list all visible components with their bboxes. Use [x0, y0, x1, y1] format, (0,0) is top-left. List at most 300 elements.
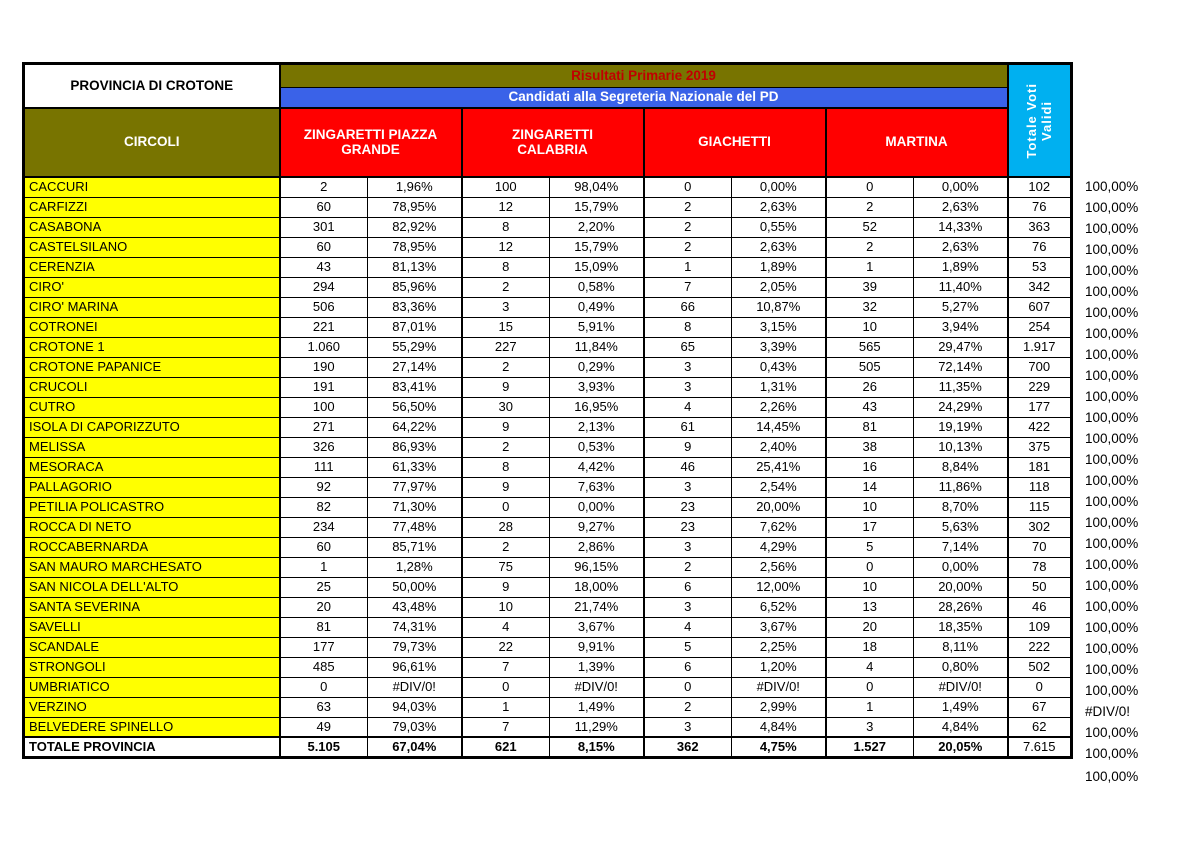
percent-cell: 15,09% — [550, 257, 644, 277]
valid-percent-value: 100,00% — [1085, 536, 1139, 551]
votes-cell: 3 — [644, 717, 732, 737]
valid-percent-value: 100,00% — [1085, 683, 1139, 698]
valid-percent-value: 100,00% — [1085, 662, 1139, 677]
votes-cell: 190 — [280, 357, 368, 377]
circolo-name-cell: CASABONA — [24, 217, 280, 237]
votes-cell: 52 — [826, 217, 914, 237]
percent-cell: 0,58% — [550, 277, 644, 297]
total-row — [24, 737, 1072, 757]
circolo-name-cell: COTRONEI — [24, 317, 280, 337]
percent-cell: 4,84% — [914, 717, 1008, 737]
percent-cell: 0,00% — [914, 557, 1008, 577]
votes-cell: 3 — [644, 477, 732, 497]
total-valid-votes-cell: 375 — [1008, 437, 1072, 457]
total-valid-votes-cell: 363 — [1008, 217, 1072, 237]
total-valid-votes-cell: 302 — [1008, 517, 1072, 537]
votes-cell: 5.105 — [280, 737, 368, 757]
percent-cell: 3,67% — [732, 617, 826, 637]
votes-cell: 13 — [826, 597, 914, 617]
total-valid-votes-cell: 76 — [1008, 237, 1072, 257]
percent-cell: 14,45% — [732, 417, 826, 437]
table-row — [24, 717, 1072, 737]
results-table — [22, 62, 1073, 759]
votes-cell: 12 — [462, 237, 550, 257]
percent-cell: 3,39% — [732, 337, 826, 357]
votes-cell: 2 — [462, 437, 550, 457]
votes-cell: 60 — [280, 197, 368, 217]
circolo-name-cell: MELISSA — [24, 437, 280, 457]
percent-cell: 7,14% — [914, 537, 1008, 557]
percent-cell: 18,35% — [914, 617, 1008, 637]
table-row — [24, 597, 1072, 617]
percent-cell: 11,84% — [550, 337, 644, 357]
votes-cell: 14 — [826, 477, 914, 497]
votes-cell: 294 — [280, 277, 368, 297]
votes-cell: 7 — [462, 657, 550, 677]
votes-cell: 17 — [826, 517, 914, 537]
percent-cell: 6,52% — [732, 597, 826, 617]
votes-cell: 5 — [644, 637, 732, 657]
votes-cell: 8 — [462, 457, 550, 477]
total-valid-votes-cell: 109 — [1008, 617, 1072, 637]
votes-cell: 22 — [462, 637, 550, 657]
circolo-name-cell: CASTELSILANO — [24, 237, 280, 257]
votes-cell: 0 — [644, 677, 732, 697]
votes-cell: 10 — [462, 597, 550, 617]
votes-cell: 111 — [280, 457, 368, 477]
votes-cell: 506 — [280, 297, 368, 317]
table-row — [24, 417, 1072, 437]
table-row — [24, 537, 1072, 557]
percent-cell: 61,33% — [368, 457, 462, 477]
percent-cell: 67,04% — [368, 737, 462, 757]
percent-cell: 2,56% — [732, 557, 826, 577]
percent-cell: 0,00% — [914, 177, 1008, 197]
percent-cell: 21,74% — [550, 597, 644, 617]
votes-cell: 0 — [826, 557, 914, 577]
votes-cell: 3 — [462, 297, 550, 317]
votes-cell: 4 — [462, 617, 550, 637]
percent-cell: 14,33% — [914, 217, 1008, 237]
table-row — [24, 337, 1072, 357]
percent-cell: 79,73% — [368, 637, 462, 657]
percent-cell: 94,03% — [368, 697, 462, 717]
percent-cell: 20,00% — [732, 497, 826, 517]
votes-cell: 28 — [462, 517, 550, 537]
percent-cell: 1,39% — [550, 657, 644, 677]
votes-cell: 46 — [644, 457, 732, 477]
percent-cell: 18,00% — [550, 577, 644, 597]
votes-cell: 1 — [826, 257, 914, 277]
votes-cell: 10 — [826, 577, 914, 597]
table-row — [24, 557, 1072, 577]
valid-percent-value: 100,00% — [1085, 368, 1139, 383]
votes-cell: 49 — [280, 717, 368, 737]
candidate-header-zingaretti-calabria: ZINGARETTI CALABRIA — [462, 108, 644, 177]
percent-cell: 85,96% — [368, 277, 462, 297]
circolo-name-cell: CRUCOLI — [24, 377, 280, 397]
valid-percent-value: 100,00% — [1085, 641, 1139, 656]
votes-cell: 2 — [644, 697, 732, 717]
percent-cell: 10,13% — [914, 437, 1008, 457]
votes-cell: 0 — [462, 677, 550, 697]
votes-cell: 485 — [280, 657, 368, 677]
valid-percent-value: 100,00% — [1085, 347, 1139, 362]
votes-cell: 565 — [826, 337, 914, 357]
votes-cell: 2 — [462, 537, 550, 557]
circolo-name-cell: BELVEDERE SPINELLO — [24, 717, 280, 737]
total-valid-percentage-column — [1085, 176, 1155, 787]
votes-cell: 43 — [280, 257, 368, 277]
votes-cell: 92 — [280, 477, 368, 497]
circolo-name-cell: CUTRO — [24, 397, 280, 417]
subtitle-cell: Candidati alla Segreteria Nazionale del PD — [280, 88, 1008, 109]
percent-cell: 2,13% — [550, 417, 644, 437]
valid-percent-value: 100,00% — [1085, 326, 1139, 341]
votes-cell: 61 — [644, 417, 732, 437]
percent-cell: 71,30% — [368, 497, 462, 517]
percent-cell: 0,43% — [732, 357, 826, 377]
circolo-name-cell: UMBRIATICO — [24, 677, 280, 697]
table-row — [24, 277, 1072, 297]
votes-cell: 7 — [462, 717, 550, 737]
percent-cell: 8,11% — [914, 637, 1008, 657]
table-row — [24, 317, 1072, 337]
percent-cell: 2,99% — [732, 697, 826, 717]
percent-cell: 2,54% — [732, 477, 826, 497]
votes-cell: 2 — [826, 197, 914, 217]
valid-percent-value: 100,00% — [1085, 389, 1139, 404]
votes-cell: 32 — [826, 297, 914, 317]
table-row — [24, 297, 1072, 317]
votes-cell: 191 — [280, 377, 368, 397]
percent-cell: 64,22% — [368, 417, 462, 437]
votes-cell: 271 — [280, 417, 368, 437]
total-valid-label-line2: Validi — [1038, 100, 1054, 141]
table-row — [24, 677, 1072, 697]
valid-percent-value: 100,00% — [1085, 599, 1139, 614]
circolo-name-cell: CIRO' MARINA — [24, 297, 280, 317]
percent-cell: 2,63% — [914, 197, 1008, 217]
percent-cell: 56,50% — [368, 397, 462, 417]
percent-cell: 79,03% — [368, 717, 462, 737]
percent-cell: 2,86% — [550, 537, 644, 557]
percent-cell: 81,13% — [368, 257, 462, 277]
votes-cell: 8 — [644, 317, 732, 337]
votes-cell: 4 — [644, 617, 732, 637]
circolo-name-cell: SAN NICOLA DELL'ALTO — [24, 577, 280, 597]
votes-cell: 3 — [644, 597, 732, 617]
percent-cell: 5,91% — [550, 317, 644, 337]
percent-cell: 1,49% — [550, 697, 644, 717]
table-row — [24, 697, 1072, 717]
circolo-name-cell: ISOLA DI CAPORIZZUTO — [24, 417, 280, 437]
candidate-header-martina: MARTINA — [826, 108, 1008, 177]
percent-cell: 2,40% — [732, 437, 826, 457]
votes-cell: 0 — [644, 177, 732, 197]
circoli-header-cell: CIRCOLI — [24, 108, 280, 177]
votes-cell: 1 — [462, 697, 550, 717]
circolo-name-cell: SANTA SEVERINA — [24, 597, 280, 617]
percent-cell: 77,48% — [368, 517, 462, 537]
votes-cell: 8 — [462, 257, 550, 277]
table-row — [24, 237, 1072, 257]
votes-cell: 326 — [280, 437, 368, 457]
circolo-name-cell: MESORACA — [24, 457, 280, 477]
votes-cell: 1.527 — [826, 737, 914, 757]
percent-cell: 50,00% — [368, 577, 462, 597]
votes-cell: 81 — [280, 617, 368, 637]
percent-cell: 1,31% — [732, 377, 826, 397]
valid-percent-value: 100,00% — [1085, 305, 1139, 320]
total-valid-votes-cell: 115 — [1008, 497, 1072, 517]
valid-percent-value: 100,00% — [1085, 725, 1139, 740]
votes-cell: 362 — [644, 737, 732, 757]
votes-cell: 0 — [826, 177, 914, 197]
table-row — [24, 497, 1072, 517]
votes-cell: 4 — [826, 657, 914, 677]
table-row — [24, 477, 1072, 497]
table-row — [24, 377, 1072, 397]
valid-percent-value: 100,00% — [1085, 473, 1139, 488]
total-valid-votes-cell: 118 — [1008, 477, 1072, 497]
percent-cell: 4,29% — [732, 537, 826, 557]
total-valid-votes-cell: 700 — [1008, 357, 1072, 377]
total-valid-votes-cell: 53 — [1008, 257, 1072, 277]
percent-cell: 1,96% — [368, 177, 462, 197]
percent-cell: #DIV/0! — [368, 677, 462, 697]
circolo-name-cell: SAN MAURO MARCHESATO — [24, 557, 280, 577]
total-valid-votes-cell: 70 — [1008, 537, 1072, 557]
table-row — [24, 437, 1072, 457]
percent-cell: 25,41% — [732, 457, 826, 477]
votes-cell: 0 — [462, 497, 550, 517]
percent-cell: 96,61% — [368, 657, 462, 677]
votes-cell: 26 — [826, 377, 914, 397]
percent-cell: 98,04% — [550, 177, 644, 197]
circolo-name-cell: CARFIZZI — [24, 197, 280, 217]
percent-cell: 83,36% — [368, 297, 462, 317]
votes-cell: 66 — [644, 297, 732, 317]
percent-cell: 0,49% — [550, 297, 644, 317]
table-row — [24, 197, 1072, 217]
circolo-name-cell: CERENZIA — [24, 257, 280, 277]
votes-cell: 505 — [826, 357, 914, 377]
votes-cell: 20 — [280, 597, 368, 617]
votes-cell: 2 — [826, 237, 914, 257]
total-valid-votes-cell: 50 — [1008, 577, 1072, 597]
percent-cell: 0,53% — [550, 437, 644, 457]
table-row — [24, 217, 1072, 237]
votes-cell: 301 — [280, 217, 368, 237]
valid-percent-value: 100,00% — [1085, 515, 1139, 530]
percent-cell: 0,00% — [550, 497, 644, 517]
votes-cell: 81 — [826, 417, 914, 437]
total-valid-votes-cell: 342 — [1008, 277, 1072, 297]
percent-cell: 78,95% — [368, 197, 462, 217]
votes-cell: 1 — [280, 557, 368, 577]
circolo-name-cell: SAVELLI — [24, 617, 280, 637]
votes-cell: 2 — [280, 177, 368, 197]
vertical-label — [1011, 83, 1069, 159]
votes-cell: 9 — [462, 577, 550, 597]
percent-cell: 11,35% — [914, 377, 1008, 397]
percent-cell: 11,29% — [550, 717, 644, 737]
candidate-header-zingaretti-piazza-grande: ZINGARETTI PIAZZA GRANDE — [280, 108, 462, 177]
candidate-header-giachetti: GIACHETTI — [644, 108, 826, 177]
votes-cell: 18 — [826, 637, 914, 657]
votes-cell: 12 — [462, 197, 550, 217]
percent-cell: 10,87% — [732, 297, 826, 317]
votes-cell: 2 — [644, 237, 732, 257]
percent-cell: 8,15% — [550, 737, 644, 757]
percent-cell: 19,19% — [914, 417, 1008, 437]
percent-cell: 11,86% — [914, 477, 1008, 497]
votes-cell: 177 — [280, 637, 368, 657]
votes-cell: 6 — [644, 657, 732, 677]
percent-cell: 77,97% — [368, 477, 462, 497]
total-valid-votes-cell: 67 — [1008, 697, 1072, 717]
total-valid-votes-cell: 1.917 — [1008, 337, 1072, 357]
total-label-cell: TOTALE PROVINCIA — [24, 737, 280, 757]
percent-cell: 15,79% — [550, 237, 644, 257]
valid-percent-value: 100,00% — [1085, 494, 1139, 509]
province-header-cell: PROVINCIA DI CROTONE — [24, 64, 280, 109]
total-valid-votes-cell: 177 — [1008, 397, 1072, 417]
total-valid-votes-cell: 254 — [1008, 317, 1072, 337]
table-row — [24, 517, 1072, 537]
votes-cell: 63 — [280, 697, 368, 717]
circolo-name-cell: ROCCABERNARDA — [24, 537, 280, 557]
percent-cell: 2,63% — [914, 237, 1008, 257]
circolo-name-cell: CROTONE 1 — [24, 337, 280, 357]
valid-percent-total-value: 100,00% — [1085, 769, 1139, 784]
percent-cell: 1,28% — [368, 557, 462, 577]
votes-cell: 0 — [280, 677, 368, 697]
table-row — [24, 637, 1072, 657]
percent-cell: 28,26% — [914, 597, 1008, 617]
circolo-name-cell: PETILIA POLICASTRO — [24, 497, 280, 517]
total-valid-votes-cell: 0 — [1008, 677, 1072, 697]
votes-cell: 10 — [826, 317, 914, 337]
votes-cell: 43 — [826, 397, 914, 417]
valid-percent-value: #DIV/0! — [1085, 704, 1131, 719]
percent-cell: #DIV/0! — [550, 677, 644, 697]
votes-cell: 30 — [462, 397, 550, 417]
votes-cell: 4 — [644, 397, 732, 417]
percent-cell: 74,31% — [368, 617, 462, 637]
votes-cell: 20 — [826, 617, 914, 637]
valid-percent-value: 100,00% — [1085, 284, 1139, 299]
votes-cell: 2 — [644, 217, 732, 237]
percent-cell: 9,91% — [550, 637, 644, 657]
circolo-name-cell: STRONGOLI — [24, 657, 280, 677]
table-row — [24, 457, 1072, 477]
total-valid-votes-cell: 422 — [1008, 417, 1072, 437]
table-row — [24, 577, 1072, 597]
percent-cell: 78,95% — [368, 237, 462, 257]
percent-cell: 29,47% — [914, 337, 1008, 357]
percent-cell: 0,00% — [732, 177, 826, 197]
percent-cell: 9,27% — [550, 517, 644, 537]
votes-cell: 3 — [644, 537, 732, 557]
valid-percent-value: 100,00% — [1085, 578, 1139, 593]
percent-cell: 2,05% — [732, 277, 826, 297]
percent-cell: 87,01% — [368, 317, 462, 337]
table-row — [24, 357, 1072, 377]
votes-cell: 9 — [462, 477, 550, 497]
percent-cell: 2,26% — [732, 397, 826, 417]
votes-cell: 2 — [644, 557, 732, 577]
votes-cell: 234 — [280, 517, 368, 537]
percent-cell: 16,95% — [550, 397, 644, 417]
table-row — [24, 657, 1072, 677]
valid-percent-value: 100,00% — [1085, 620, 1139, 635]
votes-cell: 23 — [644, 497, 732, 517]
percent-cell: 2,25% — [732, 637, 826, 657]
votes-cell: 221 — [280, 317, 368, 337]
votes-cell: 9 — [644, 437, 732, 457]
valid-percent-value: 100,00% — [1085, 746, 1139, 761]
votes-cell: 23 — [644, 517, 732, 537]
percent-cell: 7,63% — [550, 477, 644, 497]
percent-cell: 12,00% — [732, 577, 826, 597]
percent-cell: 3,67% — [550, 617, 644, 637]
percent-cell: 27,14% — [368, 357, 462, 377]
percent-cell: 7,62% — [732, 517, 826, 537]
total-valid-votes-cell: 62 — [1008, 717, 1072, 737]
candidates-header-row — [24, 108, 1072, 177]
percent-cell: 11,40% — [914, 277, 1008, 297]
votes-cell: 0 — [826, 677, 914, 697]
valid-percent-value: 100,00% — [1085, 242, 1139, 257]
votes-cell: 100 — [280, 397, 368, 417]
percent-cell: 4,42% — [550, 457, 644, 477]
votes-cell: 9 — [462, 377, 550, 397]
votes-cell: 5 — [826, 537, 914, 557]
percent-cell: 3,94% — [914, 317, 1008, 337]
percent-cell: 8,84% — [914, 457, 1008, 477]
valid-percent-value: 100,00% — [1085, 179, 1139, 194]
votes-cell: 2 — [644, 197, 732, 217]
percent-cell: 72,14% — [914, 357, 1008, 377]
votes-cell: 60 — [280, 537, 368, 557]
results-title-cell: Risultati Primarie 2019 — [280, 64, 1008, 88]
votes-cell: 15 — [462, 317, 550, 337]
votes-cell: 7 — [644, 277, 732, 297]
title-row — [24, 64, 1072, 88]
percent-cell: 2,63% — [732, 237, 826, 257]
percent-cell: 1,49% — [914, 697, 1008, 717]
total-valid-votes-cell: 78 — [1008, 557, 1072, 577]
valid-percent-value: 100,00% — [1085, 410, 1139, 425]
table-row — [24, 617, 1072, 637]
votes-cell: 75 — [462, 557, 550, 577]
percent-cell: 4,84% — [732, 717, 826, 737]
table-row — [24, 257, 1072, 277]
votes-cell: 1 — [644, 257, 732, 277]
votes-cell: 3 — [826, 717, 914, 737]
total-valid-votes-cell: 222 — [1008, 637, 1072, 657]
valid-percent-value: 100,00% — [1085, 200, 1139, 215]
votes-cell: 8 — [462, 217, 550, 237]
votes-cell: 10 — [826, 497, 914, 517]
circolo-name-cell: CIRO' — [24, 277, 280, 297]
percent-cell: 1,89% — [914, 257, 1008, 277]
total-valid-votes-cell: 102 — [1008, 177, 1072, 197]
percent-cell: 3,15% — [732, 317, 826, 337]
votes-cell: 38 — [826, 437, 914, 457]
